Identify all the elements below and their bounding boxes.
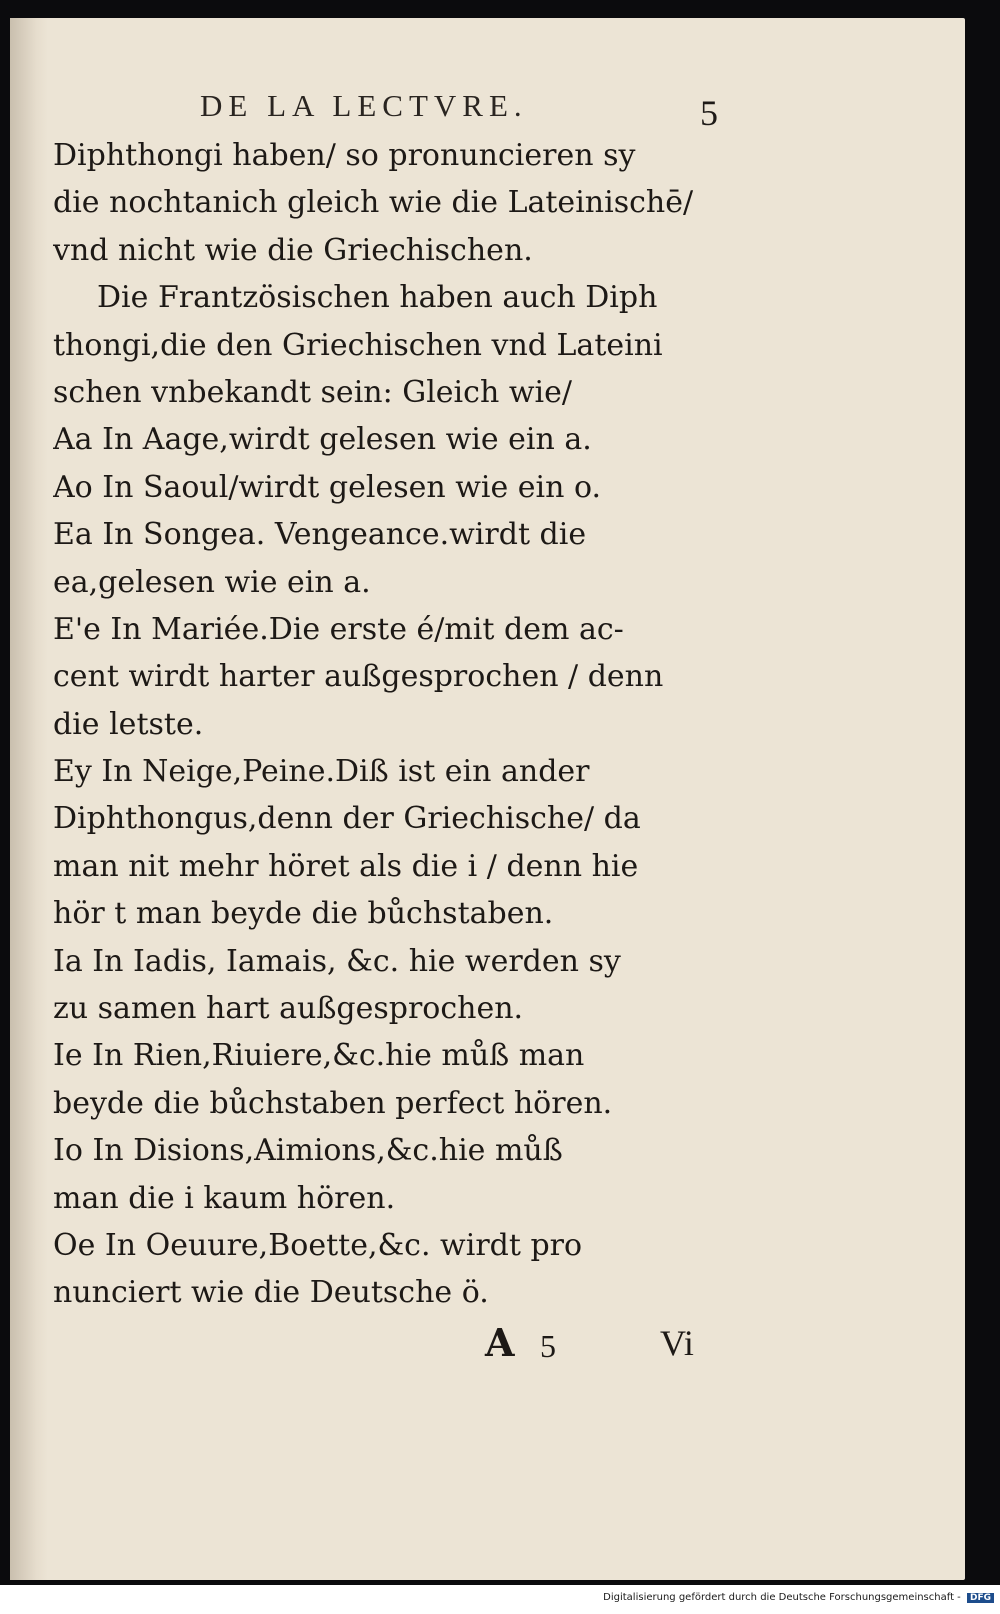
text-line: Ea In Songea. Vengeance.wirdt die <box>53 517 587 553</box>
page-gutter-shadow <box>10 18 48 1580</box>
text-line: Die Frantzösischen haben auch Diph <box>97 280 658 316</box>
text-line: zu samen hart außgesprochen. <box>53 991 524 1027</box>
text-line: Ao In Saoul/wirdt gelesen wie ein o. <box>53 469 602 505</box>
page-body-text <box>53 132 733 1317</box>
page-number: 5 <box>700 93 718 133</box>
text-line: E'e In Mariée.Die erste é/mit dem ac- <box>53 611 624 647</box>
dfg-logo: DFG <box>967 1593 994 1603</box>
text-line: man die i kaum hören. <box>53 1180 396 1216</box>
text-line: man nit mehr höret als die i / denn hie <box>53 848 639 884</box>
text-line: nunciert wie die Deutsche ö. <box>53 1275 489 1311</box>
digitization-footer <box>603 1592 994 1603</box>
text-line: Ey In Neige,Peine.Diß ist ein ander <box>53 754 590 790</box>
text-line: Io In Disions,Aimions,&c.hie můß <box>53 1133 563 1169</box>
text-line: die letste. <box>53 706 204 742</box>
text-line: beyde die bůchstaben perfect hören. <box>53 1085 613 1121</box>
text-line: Oe In Oeuure,Boette,&c. wirdt pro <box>53 1227 583 1263</box>
signature-number: 5 <box>540 1328 556 1364</box>
text-line: vnd nicht wie die Griechischen. <box>53 232 533 268</box>
text-line: die nochtanich gleich wie die Lateinischē/ <box>53 185 694 221</box>
catchword: Vi <box>660 1323 694 1363</box>
text-line: cent wirdt harter außgesprochen / denn <box>53 659 664 695</box>
text-line: thongi,die den Griechischen vnd Lateini <box>53 327 663 363</box>
text-line: Ia In Iadis, Iamais, &c. hie werden sy <box>53 943 621 979</box>
signature-mark: A <box>485 1320 515 1365</box>
footer-text: Digitalisierung gefördert durch die Deutsche Forschungsgemeinschaft - <box>603 1592 961 1603</box>
text-line: Diphthongus,denn der Griechische/ da <box>53 801 641 837</box>
running-header: DE LA LECTVRE. <box>200 88 528 123</box>
text-line: Aa In Aage,wirdt gelesen wie ein a. <box>53 422 592 458</box>
text-line: hör t man beyde die bůchstaben. <box>53 896 554 932</box>
text-line: schen vnbekandt sein: Gleich wie/ <box>53 374 572 410</box>
text-line: ea,gelesen wie ein a. <box>53 564 371 600</box>
text-line: Diphthongi haben/ so pronuncieren sy <box>53 138 636 173</box>
text-line: Ie In Rien,Riuiere,&c.hie můß man <box>53 1038 585 1074</box>
